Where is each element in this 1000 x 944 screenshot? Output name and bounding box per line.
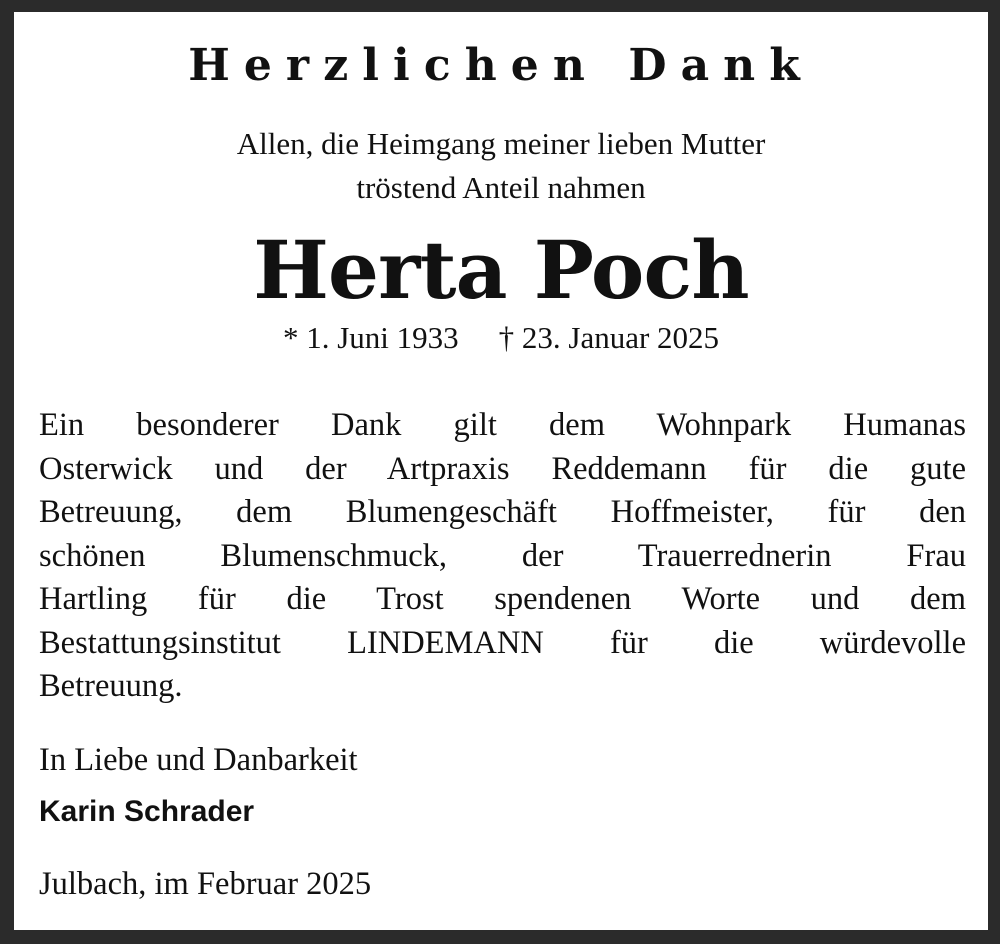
- paragraph-line: Betreuung.: [39, 668, 183, 704]
- heading: Herzlichen Dank: [188, 40, 814, 91]
- thanks-paragraph: [39, 404, 966, 709]
- death-date: † 23. Januar 2025: [498, 320, 720, 355]
- paragraph-line: schönen Blumenschmuck, der Trauerrednerin Frau: [39, 537, 966, 574]
- paragraph-line: Hartling für die Trost spendenen Worte und dem: [39, 581, 966, 617]
- paragraph-line: Betreuung, dem Blumengeschäft Hoffmeister, für den: [39, 494, 966, 530]
- paragraph-line: Ein besonderer Dank gilt dem Wohnpark Humanas: [39, 407, 966, 443]
- deceased-name: Herta Poch: [253, 223, 749, 317]
- paragraph-line: Bestattungsinstitut LINDEMANN für die würdevolle: [39, 624, 966, 661]
- obituary-card: [14, 12, 988, 930]
- paragraph-line: Osterwick und der Artpraxis Reddemann für die gute: [39, 450, 966, 487]
- closing-phrase: In Liebe und Danbarkeit: [39, 742, 358, 778]
- life-dates: [14, 318, 988, 358]
- intro-line: Allen, die Heimgang meiner lieben Mutter: [236, 126, 766, 161]
- signer-name: Karin Schrader: [39, 795, 255, 828]
- intro-line: tröstend Anteil nahmen: [356, 170, 646, 205]
- intro-text: [14, 122, 988, 210]
- birth-date: * 1. Juni 1933: [282, 320, 459, 355]
- place-and-date: Julbach, im Februar 2025: [39, 866, 372, 902]
